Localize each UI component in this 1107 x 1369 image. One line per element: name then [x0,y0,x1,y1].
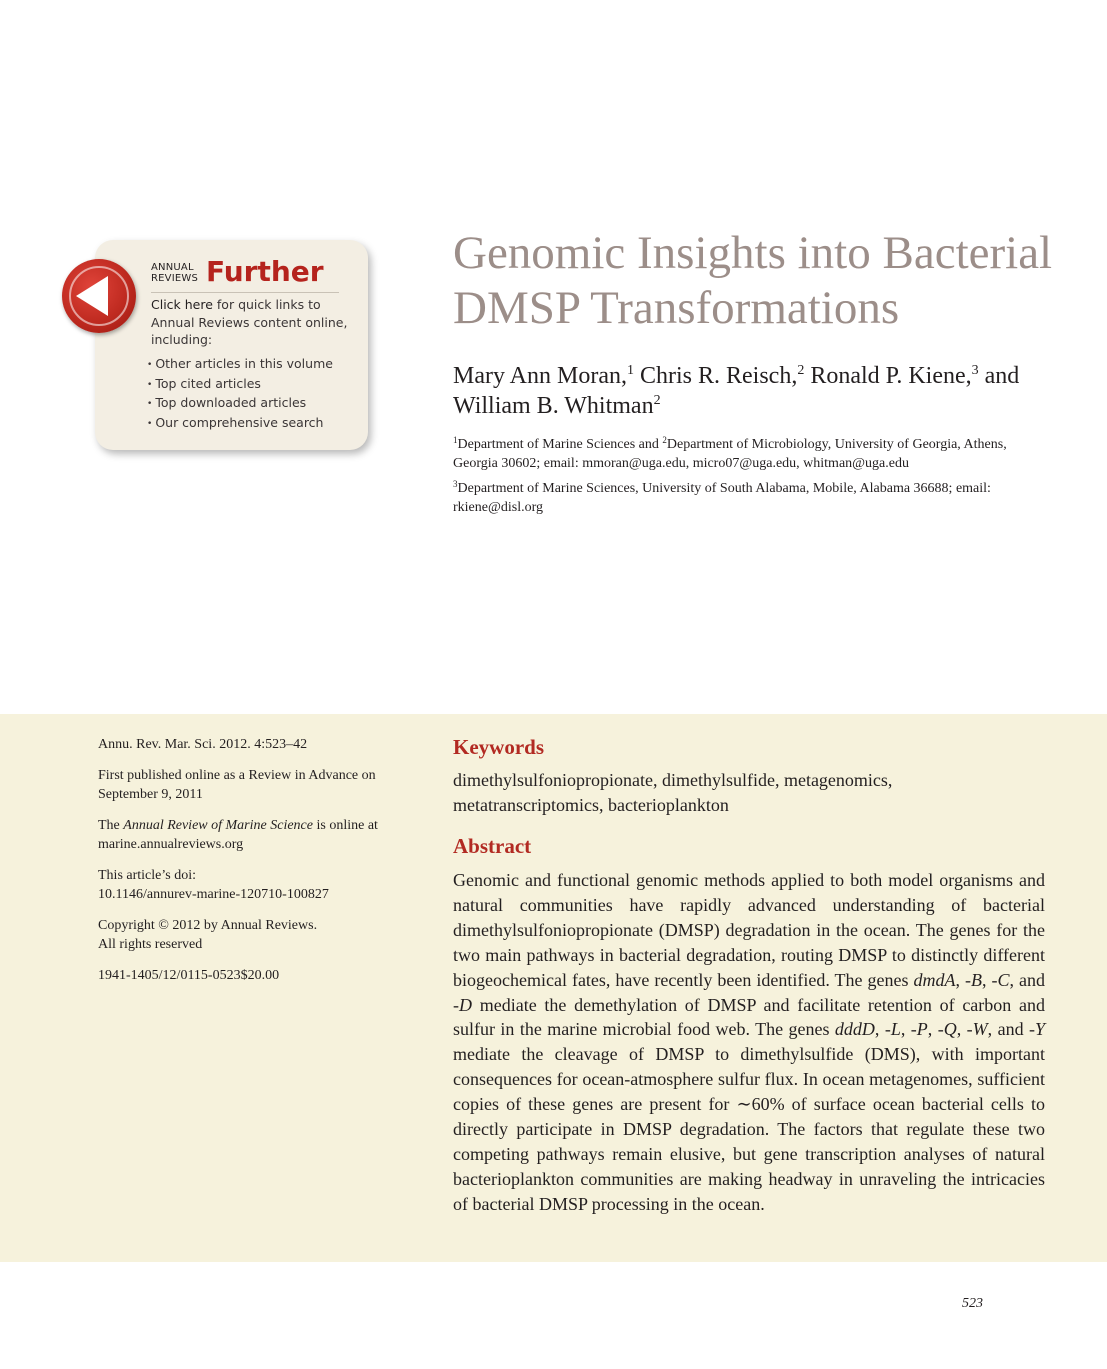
citation: Annu. Rev. Mar. Sci. 2012. 4:523–42 [98,737,308,752]
gene-name: -C [991,969,1010,990]
further-links-box[interactable] [95,240,368,450]
abstract-heading: Abstract [453,834,532,858]
page-number: 523 [962,1296,983,1311]
abstract-run: Genomic and functional genomic methods applied to both model organisms and natural communities have rapidly advanced understanding of bacterial dimethylsulfoniopropionate (DMSP) degradation in the ocean. The genes for the two main pathways in bacterial degradation, routing DMSP to distinctly different biogeochemical fates, have recently been identified. The genes [453,870,1045,990]
further-heading: Further [206,255,324,288]
doi-block [98,866,418,904]
gene-name: -L [884,1019,901,1040]
author-name: Chris R. Reisch, [639,363,798,389]
divider [151,292,339,293]
abstract-run: , and [987,1019,1030,1040]
gene-name: dmdA [913,969,956,990]
author-list [453,361,1073,421]
article-title: Genomic Insights into Bacterial DMSP Transformations [453,227,1053,334]
gene-name: -D [453,994,472,1015]
further-arrow-icon[interactable] [62,259,136,333]
author-name: Ronald P. Kiene, [810,363,972,389]
abstract-run: , and [1009,969,1046,990]
abstract-run: , [982,969,992,990]
further-links-list [147,355,333,433]
gene-name: -Q [937,1019,957,1040]
doi-value[interactable]: 10.1146/annurev-marine-120710-100827 [98,887,329,902]
doi-label: This article’s doi: [98,868,196,883]
copyright-block: Copyright © 2012 by Annual Reviews. All rights reserved [98,918,318,952]
affiliation-1: $^1$Department of Marine Sciences and $^2$Department of Microbiology, University of Georgia, Athens, Georgia 30602; email: mmoran@uga.edu, micro07@uga.edu, whitman@uga.edu [453,435,1007,471]
further-link-top-downloaded[interactable]: • Top downloaded articles [147,394,333,414]
gene-name: dddD [834,1019,875,1040]
keywords-text: dimethylsulfoniopropionate, dimethylsulfide, metagenomics, metatranscriptomics, bacterioplankton [453,770,893,815]
affiliation-2: $^3$Department of Marine Sciences, University of South Alabama, Mobile, Alabama 36688; email: rkiene@disl.org [453,479,991,515]
abstract-run: , [900,1019,911,1040]
abstract-run: , [874,1019,885,1040]
further-link-other-articles[interactable]: • Other articles in this volume [147,355,333,375]
journal-online: The Annual Review of Marine Science is online at marine.annualreviews.org [98,818,378,852]
further-intro: Click here for quick links to Annual Reviews content online, including: [151,297,348,347]
publication-date: First published online as a Review in Advance on September 9, 2011 [98,768,376,802]
abstract-run: , [955,969,966,990]
issn: 1941-1405/12/0115-0523$20.00 [98,968,280,983]
author-affiliation-ref: 2 [653,393,661,408]
gene-name: -W [966,1019,988,1040]
abstract-run: , [927,1019,938,1040]
abstract-run: mediate the cleavage of DMSP to dimethylsulfide (DMS), with important consequences for ocean-atmosphere sulfur flux. In ocean metagenomes, sufficient copies of these genes are present for ∼60% of surface ocean bacterial cells to directly participate in DMSP degradation. The factors that regulate these two competing pathways remain elusive, but gene transcription analyses of natural bacterioplankton communities are making headway in unraveling the intricacies of bacterial DMSP processing in the ocean. [453,1044,1045,1214]
author-affiliation-ref: 3 [971,363,979,378]
further-link-search[interactable]: • Our comprehensive search [147,414,333,434]
gene-name: -P [910,1019,928,1040]
abstract-run: , [956,1019,967,1040]
author-name: Mary Ann Moran, [453,363,627,389]
abstract-run: mediate the demethylation of DMSP and facilitate retention of carbon and sulfur in the marine microbial food web. The genes [453,994,1045,1040]
annual-reviews-wordmark: ANNUAL REVIEWS [151,262,199,284]
keywords-heading: Keywords [453,735,544,759]
author-affiliation-ref: 1 [626,363,634,378]
author-affiliation-ref: 2 [797,363,805,378]
gene-name: -B [965,969,983,990]
further-link-top-cited[interactable]: • Top cited articles [147,375,333,395]
gene-name: -Y [1029,1019,1046,1040]
abstract-text [453,868,1045,1217]
click-here-link[interactable]: Click here [151,297,213,312]
author-name: and William B. Whitman [453,363,1020,419]
